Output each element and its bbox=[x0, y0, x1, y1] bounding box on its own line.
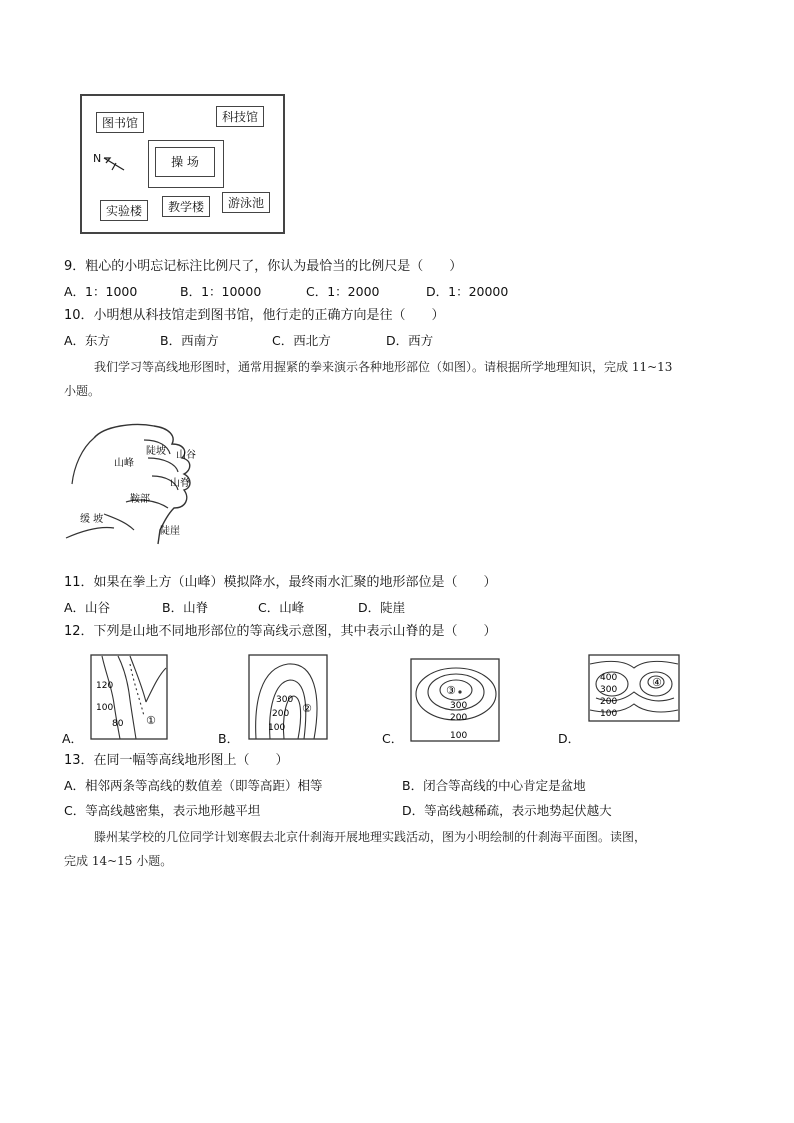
intro-14-15-line2: 完成 14~15 小题。 bbox=[64, 854, 173, 868]
fig-c-label: C． bbox=[382, 731, 404, 746]
fig-d-value-100: 100 bbox=[600, 709, 618, 719]
q10-option-a: A．东方 bbox=[64, 333, 111, 348]
q13-option-c: C．等高线越密集，表示地形越平坦 bbox=[64, 803, 261, 818]
fig-a-value-120: 120 bbox=[96, 681, 114, 691]
contour-figure-b bbox=[248, 654, 328, 740]
fig-b-value-300: 300 bbox=[276, 695, 294, 705]
north-mark: N bbox=[93, 152, 102, 165]
north-arrow-icon bbox=[102, 154, 128, 174]
fig-b-mark: ② bbox=[302, 702, 312, 715]
q13-option-a: A．相邻两条等高线的数值差（即等高距）相等 bbox=[64, 778, 323, 793]
peak-label: 山峰 bbox=[114, 458, 134, 469]
cliff-label: 陡崖 bbox=[160, 526, 180, 537]
fig-c-mark: ③ bbox=[446, 684, 456, 697]
playground-label: 操 场 bbox=[155, 147, 215, 177]
fig-a-value-100: 100 bbox=[96, 703, 114, 713]
fig-b-label: B． bbox=[218, 731, 240, 746]
fig-d-label: D． bbox=[558, 731, 581, 746]
contour-figure-d bbox=[588, 654, 680, 722]
intro-11-13-line1: 我们学习等高线地形图时，通常用握紧的拳来演示各种地形部位（如图）。请根据所学地理知识，完成 11~13 bbox=[94, 360, 673, 374]
saddle-label: 鞍部 bbox=[130, 494, 150, 505]
q11-option-c: C．山峰 bbox=[258, 600, 305, 615]
contour-figure-c bbox=[410, 658, 500, 742]
fig-a-label: A． bbox=[62, 731, 84, 746]
library-label: 图书馆 bbox=[96, 112, 144, 133]
fig-a-value-80: 80 bbox=[112, 719, 124, 729]
q10-option-d: D．西方 bbox=[386, 333, 434, 348]
question-12: 12．下列是山地不同地形部位的等高线示意图，其中表示山脊的是（ ） bbox=[64, 624, 497, 639]
fig-c-value-200: 200 bbox=[450, 713, 468, 723]
question-11: 11．如果在拳上方（山峰）模拟降水，最终雨水汇聚的地形部位是（ ） bbox=[64, 575, 497, 590]
q13-option-b: B．闭合等高线的中心肯定是盆地 bbox=[402, 778, 586, 793]
q11-option-b: B．山脊 bbox=[162, 600, 209, 615]
fig-d-value-200: 200 bbox=[600, 697, 618, 707]
valley-label: 山谷 bbox=[176, 450, 196, 461]
fist-terrain-figure bbox=[64, 418, 214, 548]
fig-a-mark: ① bbox=[146, 714, 156, 727]
contour-figure-a bbox=[90, 654, 168, 740]
q10-option-b: B．西南方 bbox=[160, 333, 219, 348]
ridge-label: 山脊 bbox=[170, 478, 190, 489]
q9-option-a: A．1：1000 bbox=[64, 284, 138, 299]
school-map-figure bbox=[80, 94, 285, 234]
q10-option-c: C．西北方 bbox=[272, 333, 331, 348]
fig-d-value-400: 400 bbox=[600, 673, 618, 683]
swimming-pool-label: 游泳池 bbox=[222, 192, 270, 213]
fig-c-value-300: 300 bbox=[450, 701, 468, 711]
q13-option-d: D．等高线越稀疏，表示地势起伏越大 bbox=[402, 803, 612, 818]
fig-d-value-300: 300 bbox=[600, 685, 618, 695]
fig-b-value-100: 100 bbox=[268, 723, 286, 733]
tech-museum-label: 科技馆 bbox=[216, 106, 264, 127]
steep-slope-label: 陡坡 bbox=[146, 446, 166, 457]
question-13: 13．在同一幅等高线地形图上（ ） bbox=[64, 753, 289, 768]
gentle-slope-label: 缓 坡 bbox=[80, 514, 104, 525]
intro-11-13-line2: 小题。 bbox=[64, 384, 101, 398]
question-10: 10．小明想从科技馆走到图书馆，他行走的正确方向是往（ ） bbox=[64, 308, 445, 323]
intro-14-15-line1: 滕州某学校的几位同学计划寒假去北京什刹海开展地理实践活动，图为小明绘制的什刹海平面图。读图， bbox=[94, 830, 647, 844]
fist-wrist-line bbox=[66, 527, 114, 538]
fig-b-value-200: 200 bbox=[272, 709, 290, 719]
question-9: 9．粗心的小明忘记标注比例尺了，你认为最恰当的比例尺是（ ） bbox=[64, 259, 463, 274]
q11-option-a: A．山谷 bbox=[64, 600, 111, 615]
q11-option-d: D．陡崖 bbox=[358, 600, 406, 615]
q9-option-b: B．1：10000 bbox=[180, 284, 262, 299]
lab-building-label: 实验楼 bbox=[100, 200, 148, 221]
fig-d-mark: ④ bbox=[652, 676, 662, 689]
q9-option-c: C．1：2000 bbox=[306, 284, 380, 299]
teaching-building-label: 教学楼 bbox=[162, 196, 210, 217]
fig-c-value-100: 100 bbox=[450, 731, 468, 741]
q9-option-d: D．1：20000 bbox=[426, 284, 509, 299]
playground-outer bbox=[148, 140, 224, 188]
